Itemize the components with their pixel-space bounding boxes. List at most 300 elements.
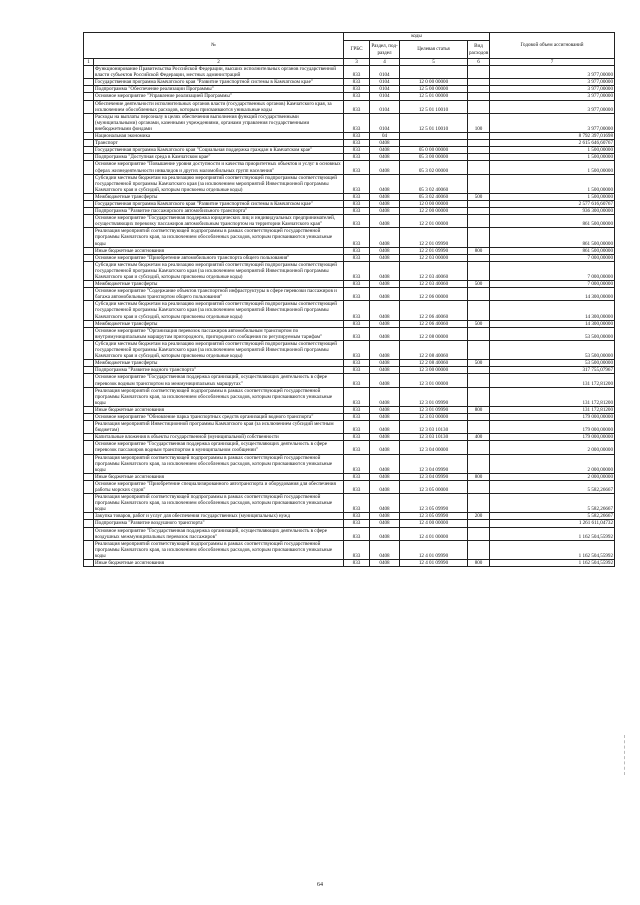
row-celevaya-cell: 12 4 01 09990: [400, 560, 468, 567]
row-index-cell: [84, 374, 94, 387]
row-name-cell: Иные бюджетные ассигнования: [94, 473, 344, 480]
table-row: [84, 66, 615, 79]
row-index-cell: [84, 340, 94, 359]
row-index-cell: [84, 113, 94, 132]
row-celevaya-cell: 12 3 03 10130: [400, 434, 468, 441]
column-index: 3: [344, 59, 370, 66]
row-index-cell: [84, 513, 94, 520]
row-name-cell: Основное мероприятие "Приобретение автомобильного транспорта общего пользования": [94, 254, 344, 261]
row-name-cell: Закупка товаров, работ и услуг для обеспечения государственных (муниципальных) нужд: [94, 513, 344, 520]
row-name-cell: Основное мероприятие "Управление реализацией Программы": [94, 93, 344, 100]
row-sum-cell: 5 582,26667: [490, 494, 615, 513]
row-razdel-cell: 0104: [370, 66, 400, 79]
row-index-cell: [84, 387, 94, 406]
row-celevaya-cell: [400, 133, 468, 140]
row-razdel-cell: 0408: [370, 441, 400, 454]
row-sum-cell: 131 172,81200: [490, 406, 615, 413]
row-sum-cell: 317 755,07967: [490, 367, 615, 374]
row-razdel-cell: 0408: [370, 301, 400, 320]
row-grbs-cell: 833: [344, 320, 370, 327]
row-grbs-cell: 833: [344, 513, 370, 520]
row-index-cell: [84, 174, 94, 193]
table-row: [84, 261, 615, 280]
header-codes: коды: [344, 33, 490, 41]
row-index-cell: [84, 208, 94, 215]
row-grbs-cell: 833: [344, 367, 370, 374]
row-name-cell: Реализация мероприятий соответствующей подпрограммы в рамках соответствующей государственной программы Камчатского края, за исключением обособленных расходов, которым присваиваются уникальные коды: [94, 228, 344, 247]
row-vid-cell: [468, 261, 490, 280]
row-celevaya-cell: 05 3 00 00000: [400, 154, 468, 161]
row-razdel-cell: 0408: [370, 320, 400, 327]
row-vid-cell: [468, 413, 490, 420]
row-grbs-cell: 833: [344, 193, 370, 200]
header-num: №: [84, 33, 344, 59]
row-index-cell: [84, 140, 94, 147]
row-sum-cell: 179 000,00000: [490, 421, 615, 434]
row-grbs-cell: 833: [344, 261, 370, 280]
row-name-cell: Иные бюджетные ассигнования: [94, 247, 344, 254]
row-index-cell: [84, 540, 94, 559]
row-razdel-cell: 0408: [370, 247, 400, 254]
row-vid-cell: [468, 93, 490, 100]
row-vid-cell: [468, 174, 490, 193]
row-razdel-cell: 04: [370, 133, 400, 140]
row-vid-cell: 500: [468, 281, 490, 288]
row-razdel-cell: 0408: [370, 228, 400, 247]
row-index-cell: [84, 79, 94, 86]
row-index-cell: [84, 254, 94, 261]
row-razdel-cell: 0408: [370, 288, 400, 301]
row-grbs-cell: 833: [344, 360, 370, 367]
row-index-cell: [84, 360, 94, 367]
table-row: [84, 560, 615, 567]
row-name-cell: Основное мероприятие "Повышение уровня доступности и качества приоритетных объектов и услуг в основных сферах жизнедеятельности инвалидов и других маломобильных групп населения": [94, 161, 344, 174]
row-grbs-cell: 833: [344, 281, 370, 288]
row-vid-cell: [468, 540, 490, 559]
table-row: [84, 200, 615, 207]
row-sum-cell: 14 300,00000: [490, 288, 615, 301]
row-razdel-cell: 0408: [370, 513, 400, 520]
row-index-cell: [84, 66, 94, 79]
row-sum-cell: 1 500,00000: [490, 161, 615, 174]
row-name-cell: Капитальные вложения в объекты государственной (муниципальной) собственности: [94, 434, 344, 441]
row-vid-cell: [468, 327, 490, 340]
row-name-cell: Функционирование Правительства Российской Федерации, высших исполнительных органов государственной власти субъектов Российской Федерации, местных администраций: [94, 66, 344, 79]
row-sum-cell: 3 977,00000: [490, 66, 615, 79]
table-row: [84, 79, 615, 86]
row-celevaya-cell: 12 2 03 40060: [400, 261, 468, 280]
row-index-cell: [84, 261, 94, 280]
column-index: 7: [490, 59, 615, 66]
row-celevaya-cell: 12 3 04 09990: [400, 473, 468, 480]
row-celevaya-cell: 12 3 05 09990: [400, 513, 468, 520]
row-grbs-cell: 833: [344, 200, 370, 207]
row-sum-cell: 53 500,00000: [490, 360, 615, 367]
row-celevaya-cell: 12 3 05 00000: [400, 480, 468, 493]
row-name-cell: Субсидии местным бюджетам на реализацию мероприятий соответствующей подпрограммы соответствующей государственной программы Камчатского края (за исключением мероприятий Инвестиционной программы Камчатского края и субсидий, которым присвоены отдельные коды): [94, 261, 344, 280]
row-grbs-cell: 833: [344, 147, 370, 154]
row-vid-cell: [468, 79, 490, 86]
row-index-cell: [84, 288, 94, 301]
column-index: 1: [84, 59, 94, 66]
row-index-cell: [84, 154, 94, 161]
table-row: [84, 340, 615, 359]
row-sum-cell: 3 977,00000: [490, 79, 615, 86]
row-sum-cell: 53 500,00000: [490, 327, 615, 340]
row-index-cell: [84, 301, 94, 320]
row-sum-cell: 8 792 397,01698: [490, 133, 615, 140]
row-name-cell: Подпрограмма "Доступная среда в Камчатском крае": [94, 154, 344, 161]
row-sum-cell: 3 977,00000: [490, 100, 615, 113]
row-index-cell: [84, 434, 94, 441]
row-sum-cell: 1 162 504,55992: [490, 527, 615, 540]
row-celevaya-cell: 12 2 03 00000: [400, 254, 468, 261]
row-vid-cell: 500: [468, 320, 490, 327]
row-vid-cell: [468, 140, 490, 147]
table-row: [84, 480, 615, 493]
row-grbs-cell: 833: [344, 473, 370, 480]
row-celevaya-cell: 12 2 06 40060: [400, 301, 468, 320]
row-razdel-cell: 0408: [370, 387, 400, 406]
row-celevaya-cell: 12 2 00 00000: [400, 208, 468, 215]
table-row: [84, 327, 615, 340]
row-name-cell: Транспорт: [94, 140, 344, 147]
row-index-cell: [84, 93, 94, 100]
row-vid-cell: [468, 340, 490, 359]
row-celevaya-cell: 12 2 06 40060: [400, 320, 468, 327]
row-name-cell: Реализация мероприятий соответствующей подпрограммы в рамках соответствующей государственной программы Камчатского края, за исключением обособленных расходов, которым присваиваются уникальные коды: [94, 494, 344, 513]
row-razdel-cell: 0408: [370, 480, 400, 493]
row-celevaya-cell: 05 0 00 00000: [400, 147, 468, 154]
row-razdel-cell: 0104: [370, 100, 400, 113]
row-index-cell: [84, 406, 94, 413]
row-index-cell: [84, 200, 94, 207]
table-row: [84, 494, 615, 513]
row-name-cell: Субсидии местным бюджетам на реализацию мероприятий соответствующей подпрограммы соответствующей государственной программы Камчатского края (за исключением мероприятий Инвестиционной программы Камчатского края и субсидий, которым присвоены отдельные коды): [94, 340, 344, 359]
row-grbs-cell: 833: [344, 560, 370, 567]
row-vid-cell: [468, 133, 490, 140]
row-index-cell: [84, 413, 94, 420]
row-sum-cell: 2 000,00000: [490, 473, 615, 480]
row-name-cell: Межбюджетные трансферты: [94, 320, 344, 327]
row-razdel-cell: 0408: [370, 413, 400, 420]
row-razdel-cell: 0408: [370, 281, 400, 288]
row-name-cell: Подпрограмма "Развитие водного транспорта": [94, 367, 344, 374]
row-name-cell: Реализация мероприятий соответствующей подпрограммы в рамках соответствующей государственной программы Камчатского края, за исключением обособленных расходов, которым присваиваются уникальные коды: [94, 454, 344, 473]
table-header: [84, 33, 615, 66]
table-row: [84, 367, 615, 374]
row-grbs-cell: 833: [344, 327, 370, 340]
row-razdel-cell: 0408: [370, 473, 400, 480]
row-index-cell: [84, 281, 94, 288]
row-name-cell: Реализация мероприятий соответствующей подпрограммы в рамках соответствующей государственной программы Камчатского края, за исключением обособленных расходов, которым присваиваются уникальные коды: [94, 540, 344, 559]
row-celevaya-cell: 12 2 08 00000: [400, 327, 468, 340]
row-vid-cell: 500: [468, 360, 490, 367]
row-grbs-cell: 833: [344, 174, 370, 193]
row-vid-cell: [468, 228, 490, 247]
row-razdel-cell: 0408: [370, 527, 400, 540]
row-name-cell: Межбюджетные трансферты: [94, 193, 344, 200]
table-row: [84, 100, 615, 113]
row-grbs-cell: 833: [344, 254, 370, 261]
table-row: [84, 254, 615, 261]
header-vid: Вид расходов: [468, 41, 490, 59]
row-vid-cell: [468, 454, 490, 473]
row-name-cell: Обеспечение деятельности исполнительных органов власти (государственных органов) Камчатского края, за исключением обособленных расходов, которым присваиваются уникальные коды: [94, 100, 344, 113]
header-obem: Годовой объем ассигнований: [490, 33, 615, 59]
row-sum-cell: 179 000,00000: [490, 434, 615, 441]
table-row: [84, 527, 615, 540]
row-name-cell: Субсидии местным бюджетам на реализацию мероприятий соответствующей подпрограммы соответствующей государственной программы Камчатского края (за исключением мероприятий Инвестиционной программы Камчатского края и субсидий, которым присвоены отдельные коды): [94, 174, 344, 193]
row-index-cell: [84, 480, 94, 493]
row-vid-cell: [468, 208, 490, 215]
row-razdel-cell: 0408: [370, 340, 400, 359]
row-razdel-cell: 0408: [370, 193, 400, 200]
row-vid-cell: [468, 161, 490, 174]
page-number: 64: [317, 882, 323, 888]
row-sum-cell: 14 300,00000: [490, 320, 615, 327]
row-index-cell: [84, 215, 94, 228]
table-row: [84, 113, 615, 132]
row-razdel-cell: 0408: [370, 434, 400, 441]
row-vid-cell: [468, 367, 490, 374]
table-row: [84, 421, 615, 434]
row-razdel-cell: 0408: [370, 374, 400, 387]
row-index-cell: [84, 494, 94, 513]
row-grbs-cell: 833: [344, 301, 370, 320]
row-name-cell: Иные бюджетные ассигнования: [94, 560, 344, 567]
budget-table: [83, 32, 615, 567]
row-celevaya-cell: 12 5 01 10010: [400, 100, 468, 113]
row-celevaya-cell: 12 0 00 00000: [400, 79, 468, 86]
row-grbs-cell: 833: [344, 113, 370, 132]
table-row: [84, 281, 615, 288]
row-sum-cell: 2 000,00000: [490, 441, 615, 454]
row-vid-cell: 500: [468, 193, 490, 200]
row-sum-cell: 5 582,26667: [490, 513, 615, 520]
row-grbs-cell: 833: [344, 406, 370, 413]
header-grbs: ГРБС: [344, 41, 370, 59]
table-row: [84, 174, 615, 193]
row-grbs-cell: 833: [344, 494, 370, 513]
row-celevaya-cell: 12 0 00 00000: [400, 200, 468, 207]
row-grbs-cell: 833: [344, 140, 370, 147]
row-vid-cell: [468, 527, 490, 540]
row-grbs-cell: 833: [344, 100, 370, 113]
row-razdel-cell: 0104: [370, 86, 400, 93]
row-razdel-cell: 0104: [370, 79, 400, 86]
row-sum-cell: 3 977,00000: [490, 93, 615, 100]
row-grbs-cell: 833: [344, 161, 370, 174]
row-vid-cell: [468, 254, 490, 261]
row-celevaya-cell: 12 2 01 00000: [400, 215, 468, 228]
row-index-cell: [84, 327, 94, 340]
row-sum-cell: 14 300,00000: [490, 301, 615, 320]
row-index-cell: [84, 441, 94, 454]
row-index-cell: [84, 520, 94, 527]
row-razdel-cell: 0408: [370, 540, 400, 559]
table-row: [84, 413, 615, 420]
row-celevaya-cell: 12 2 06 00000: [400, 288, 468, 301]
row-sum-cell: 861 500,00000: [490, 215, 615, 228]
row-grbs-cell: 833: [344, 421, 370, 434]
row-vid-cell: [468, 520, 490, 527]
row-name-cell: Основное мероприятие "Государственная поддержка организаций, осуществляющих деятельность в сфере воздушных межмуниципальных перевозок пассажиров": [94, 527, 344, 540]
row-sum-cell: 2 000,00000: [490, 454, 615, 473]
table-row: [84, 320, 615, 327]
row-razdel-cell: 0408: [370, 406, 400, 413]
row-celevaya-cell: 05 3 02 40060: [400, 174, 468, 193]
row-razdel-cell: 0408: [370, 140, 400, 147]
row-index-cell: [84, 473, 94, 480]
row-name-cell: Подпрограмма "Развитие пассажирского автомобильного транспорта": [94, 208, 344, 215]
table-row: [84, 454, 615, 473]
row-grbs-cell: 833: [344, 79, 370, 86]
row-razdel-cell: 0408: [370, 215, 400, 228]
row-vid-cell: [468, 301, 490, 320]
margin-mark: [624, 735, 626, 775]
table-row: [84, 360, 615, 367]
row-razdel-cell: 0408: [370, 147, 400, 154]
row-celevaya-cell: [400, 140, 468, 147]
table-row: [84, 140, 615, 147]
row-grbs-cell: 833: [344, 480, 370, 493]
row-razdel-cell: 0408: [370, 154, 400, 161]
row-sum-cell: 1 500,00000: [490, 147, 615, 154]
row-name-cell: Основное мероприятие "Организация перевозок пассажиров автомобильным транспортом по внутримуниципальным маршрутам пригородного, пригородного сообщения по регулируемым тарифам": [94, 327, 344, 340]
row-vid-cell: 200: [468, 513, 490, 520]
row-razdel-cell: 0408: [370, 208, 400, 215]
row-name-cell: Реализация мероприятий соответствующей подпрограммы в рамках соответствующей государственной программы Камчатского края, за исключением обособленных расходов, которым присваиваются уникальные коды: [94, 387, 344, 406]
row-grbs-cell: 833: [344, 288, 370, 301]
row-grbs-cell: 833: [344, 374, 370, 387]
row-sum-cell: 1 261 611,04732: [490, 520, 615, 527]
row-index-cell: [84, 247, 94, 254]
row-celevaya-cell: 12 3 03 00000: [400, 413, 468, 420]
row-grbs-cell: 833: [344, 454, 370, 473]
row-grbs-cell: 833: [344, 154, 370, 161]
row-vid-cell: 400: [468, 434, 490, 441]
row-vid-cell: [468, 387, 490, 406]
table-row: [84, 208, 615, 215]
row-razdel-cell: 0408: [370, 161, 400, 174]
table-row: [84, 193, 615, 200]
row-celevaya-cell: 05 3 02 40060: [400, 193, 468, 200]
row-name-cell: Межбюджетные трансферты: [94, 360, 344, 367]
row-vid-cell: [468, 100, 490, 113]
row-name-cell: Национальная экономика: [94, 133, 344, 140]
row-name-cell: Подпрограмма "Обеспечение реализации Программы": [94, 86, 344, 93]
row-vid-cell: 800: [468, 473, 490, 480]
table-row: [84, 247, 615, 254]
row-celevaya-cell: 12 3 01 09990: [400, 387, 468, 406]
row-vid-cell: [468, 154, 490, 161]
column-index: 5: [400, 59, 468, 66]
row-name-cell: Реализация мероприятий Инвестиционной программы Камчатского края (за исключением субсидий местным бюджетам): [94, 421, 344, 434]
row-index-cell: [84, 527, 94, 540]
row-name-cell: Основное мероприятие "Государственная поддержка юридических лиц и индивидуальных предпринимателей, осуществляющих перевозку пассажиров автомобильным транспортом на территории Камчатского края": [94, 215, 344, 228]
row-sum-cell: 7 000,00000: [490, 261, 615, 280]
row-grbs-cell: 833: [344, 434, 370, 441]
row-razdel-cell: 0408: [370, 261, 400, 280]
row-index-cell: [84, 560, 94, 567]
row-sum-cell: 861 500,00000: [490, 228, 615, 247]
row-name-cell: Межбюджетные трансферты: [94, 281, 344, 288]
table-row: [84, 86, 615, 93]
row-celevaya-cell: 12 4 00 00000: [400, 520, 468, 527]
row-celevaya-cell: 12 5 00 00000: [400, 86, 468, 93]
row-index-cell: [84, 228, 94, 247]
row-sum-cell: 1 162 504,55992: [490, 560, 615, 567]
row-index-cell: [84, 421, 94, 434]
header-celevaya: Целевая статья: [400, 41, 468, 59]
table-row: [84, 288, 615, 301]
table-row: [84, 520, 615, 527]
column-index: 6: [468, 59, 490, 66]
row-celevaya-cell: [400, 66, 468, 79]
row-sum-cell: 1 162 504,55992: [490, 540, 615, 559]
row-razdel-cell: 0104: [370, 113, 400, 132]
table-row: [84, 387, 615, 406]
row-razdel-cell: 0408: [370, 454, 400, 473]
row-index-cell: [84, 100, 94, 113]
row-vid-cell: [468, 494, 490, 513]
row-celevaya-cell: 12 5 01 10010: [400, 113, 468, 132]
row-grbs-cell: 833: [344, 413, 370, 420]
row-name-cell: Основное мероприятие "Обновление парка транспортных средств организаций водного транспорта": [94, 413, 344, 420]
table-row: [84, 374, 615, 387]
row-sum-cell: 2 577 616,60767: [490, 200, 615, 207]
table-row: [84, 473, 615, 480]
column-index-row: [84, 59, 615, 66]
row-grbs-cell: 833: [344, 208, 370, 215]
table-body: [84, 66, 615, 567]
row-razdel-cell: 0408: [370, 494, 400, 513]
row-razdel-cell: 0408: [370, 254, 400, 261]
row-sum-cell: 2 615 646,60767: [490, 140, 615, 147]
row-celevaya-cell: 12 3 01 09990: [400, 406, 468, 413]
row-vid-cell: 800: [468, 560, 490, 567]
row-razdel-cell: 0408: [370, 520, 400, 527]
table-row: [84, 154, 615, 161]
row-index-cell: [84, 320, 94, 327]
row-grbs-cell: 833: [344, 387, 370, 406]
row-razdel-cell: 0408: [370, 360, 400, 367]
row-razdel-cell: 0408: [370, 367, 400, 374]
row-name-cell: Подпрограмма "Развитие воздушного транспорта": [94, 520, 344, 527]
row-sum-cell: 936 300,00000: [490, 208, 615, 215]
table-row: [84, 434, 615, 441]
table-row: [84, 441, 615, 454]
row-name-cell: Основное мероприятие "Государственная поддержка организаций, осуществляющих деятельность в сфере перевозок водным транспортом на межмуниципальных маршрутах": [94, 374, 344, 387]
row-name-cell: Иные бюджетные ассигнования: [94, 406, 344, 413]
row-index-cell: [84, 367, 94, 374]
row-celevaya-cell: 12 3 04 09990: [400, 454, 468, 473]
row-grbs-cell: 833: [344, 228, 370, 247]
row-celevaya-cell: 12 4 01 09990: [400, 540, 468, 559]
row-razdel-cell: 0104: [370, 93, 400, 100]
row-index-cell: [84, 193, 94, 200]
row-celevaya-cell: 12 4 01 00000: [400, 527, 468, 540]
row-grbs-cell: 833: [344, 66, 370, 79]
row-grbs-cell: 833: [344, 247, 370, 254]
row-sum-cell: 179 000,00000: [490, 413, 615, 420]
row-name-cell: Государственная программа Камчатского края "Социальная поддержка граждан в Камчатском крае": [94, 147, 344, 154]
row-grbs-cell: 833: [344, 133, 370, 140]
column-index: 2: [94, 59, 344, 66]
row-grbs-cell: 833: [344, 93, 370, 100]
row-sum-cell: 3 977,00000: [490, 86, 615, 93]
